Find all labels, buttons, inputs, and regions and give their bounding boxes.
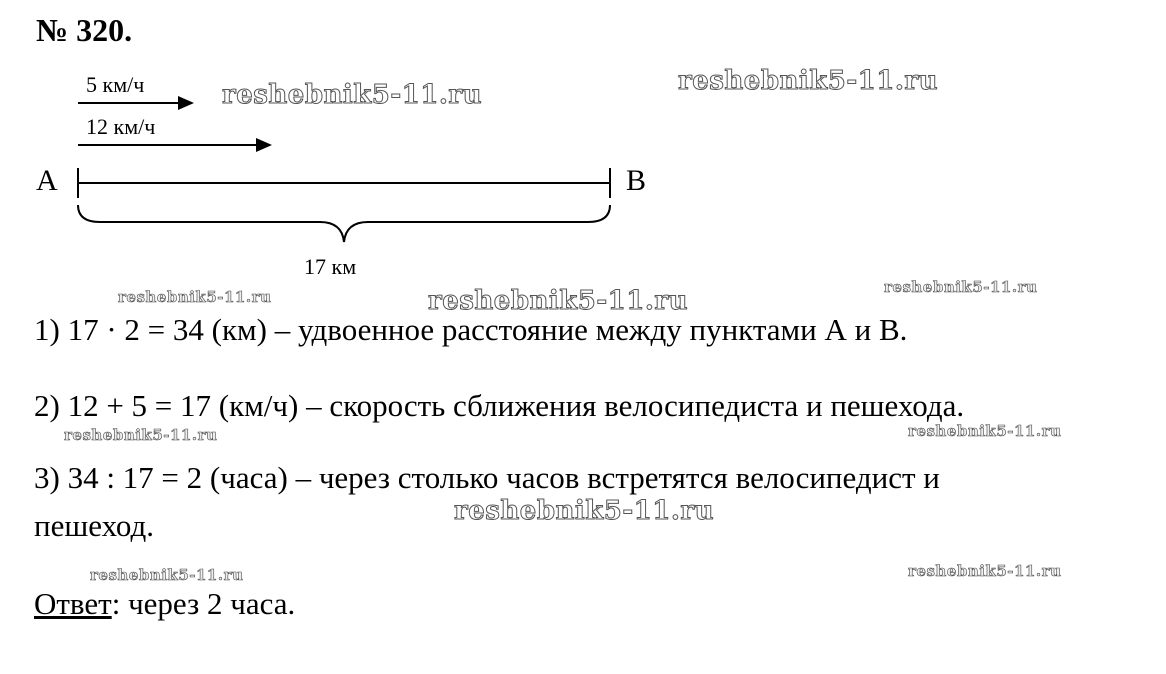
point-a-label: A (36, 164, 58, 197)
solution-step-3-line-1: 3) 34 : 17 = 2 (часа) – через столько часов встретятся велосипедист и (34, 460, 940, 495)
solution-step-2: 2) 12 + 5 = 17 (км/ч) – скорость сближения велосипедиста и пешехода. (34, 388, 965, 423)
watermark: reshebnik5-11.ru (222, 80, 483, 110)
walker-speed-label: 5 км/ч (86, 72, 145, 97)
watermark: reshebnik5-11.ru (118, 288, 272, 306)
watermark: reshebnik5-11.ru (428, 286, 689, 316)
watermark: reshebnik5-11.ru (90, 566, 244, 584)
watermark: reshebnik5-11.ru (908, 422, 1062, 440)
answer-text: : через 2 часа. (111, 586, 296, 621)
problem-number: № 320. (36, 12, 133, 48)
watermark: reshebnik5-11.ru (454, 496, 715, 526)
watermark: reshebnik5-11.ru (908, 562, 1062, 580)
cyclist-speed-label: 12 км/ч (86, 114, 156, 139)
cyclist-arrowhead (256, 138, 272, 152)
solution-step-3-line-2: пешеход. (34, 508, 155, 543)
point-b-label: B (626, 164, 647, 197)
distance-label: 17 км (304, 254, 357, 279)
watermark: reshebnik5-11.ru (678, 66, 939, 96)
answer (34, 586, 295, 622)
watermark: reshebnik5-11.ru (64, 426, 218, 444)
solution-step-1: 1) 17 · 2 = 34 (км) – удвоенное расстояние между пунктами А и В. (34, 312, 908, 347)
distance-brace (78, 205, 610, 242)
walker-arrowhead (178, 96, 194, 110)
answer-label: Ответ (34, 586, 112, 621)
watermark: reshebnik5-11.ru (884, 278, 1038, 296)
